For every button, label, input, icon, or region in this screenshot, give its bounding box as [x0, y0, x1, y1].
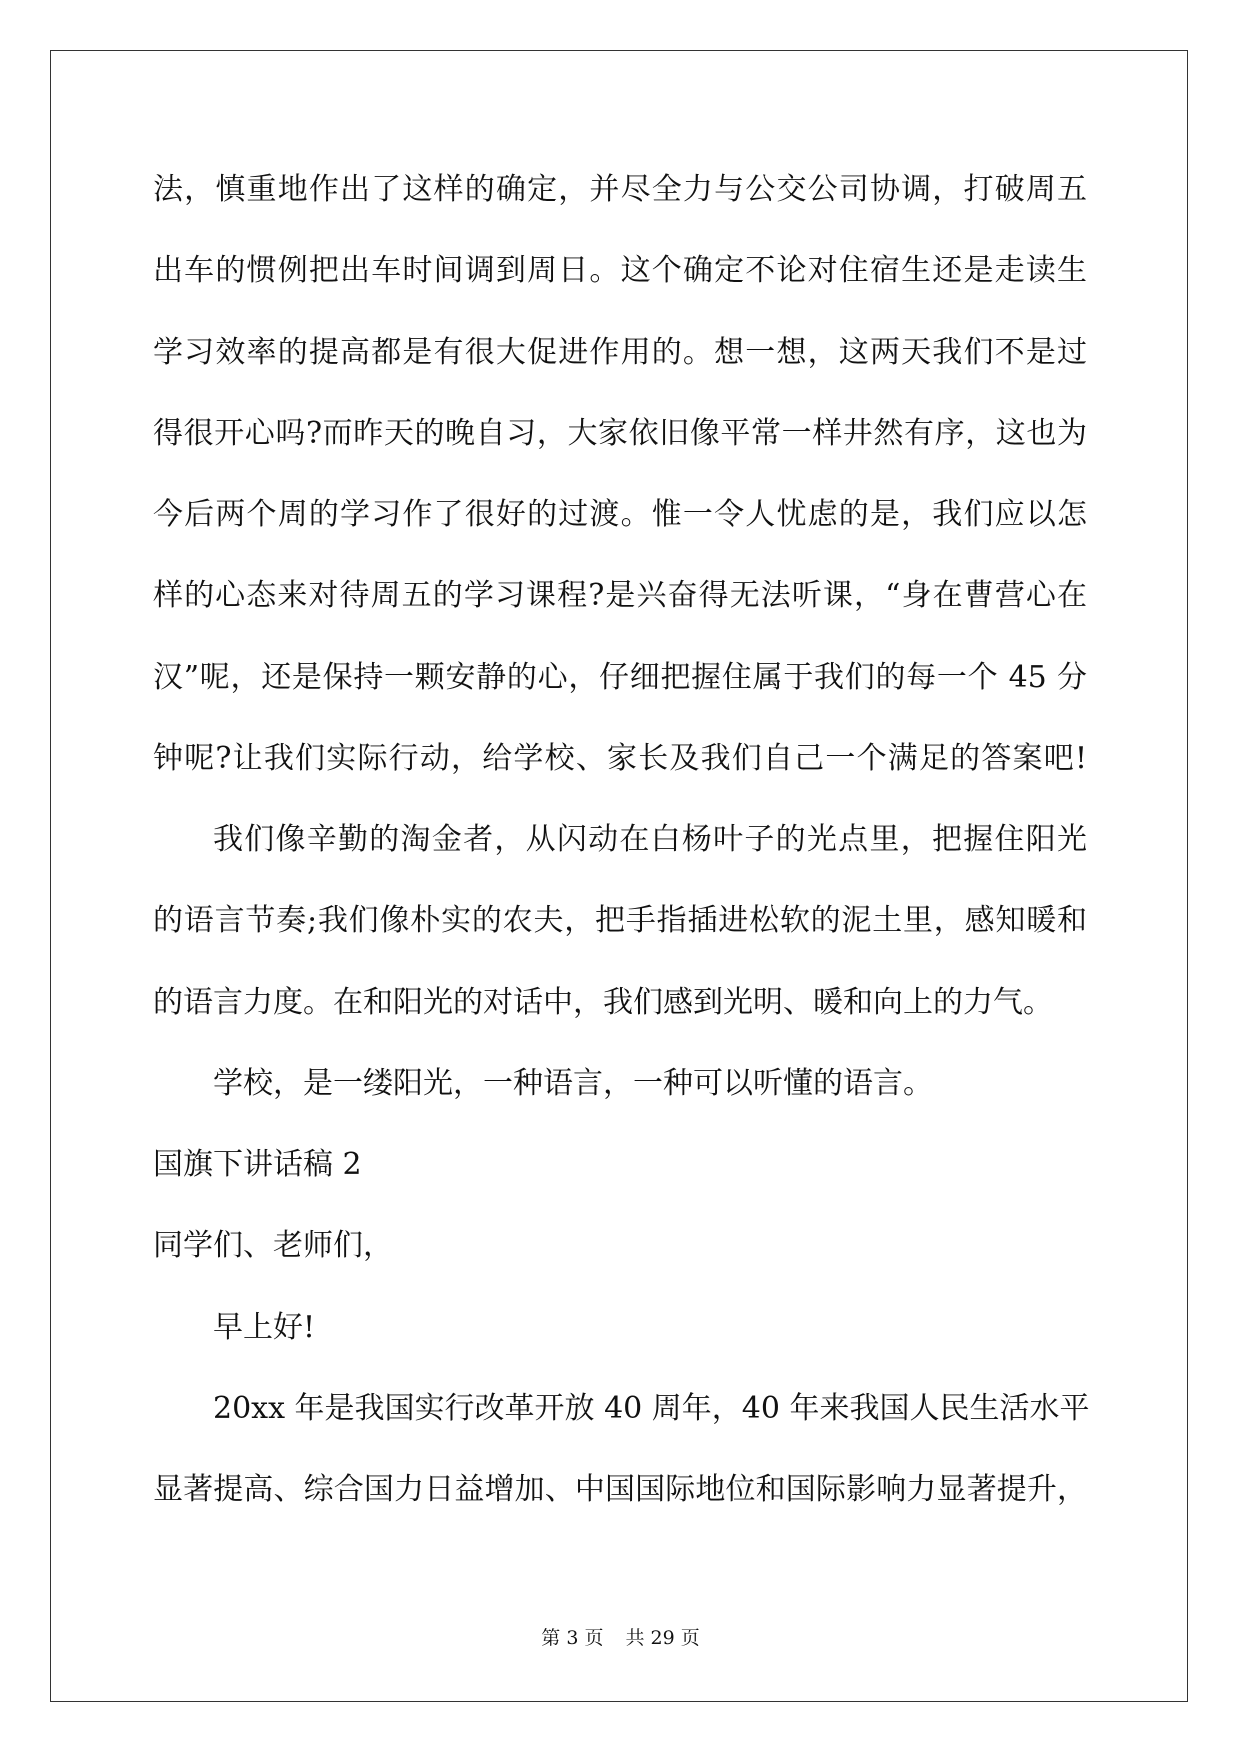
salutation: 同学们、老师们，	[153, 1228, 393, 1264]
body-text-line: 样的心态来对待周五的学习课程?是兴奋得无法听课，“身在曹营心在	[153, 578, 1087, 614]
current-page-number: 第 3 页	[541, 1627, 604, 1649]
body-text-line: 学校，是一缕阳光，一种语言，一种可以听懂的语言。	[213, 1065, 933, 1101]
body-text-line: 20xx 年是我国实行改革开放 40 周年，40 年来我国人民生活水平	[213, 1390, 1090, 1426]
body-text-line: 今后两个周的学习作了很好的过渡。惟一令人忧虑的是，我们应以怎	[153, 497, 1087, 532]
document-body	[153, 149, 1090, 1530]
total-page-count: 共 29 页	[625, 1627, 700, 1649]
greeting: 早上好!	[213, 1309, 316, 1345]
body-text-line: 汉”呢，还是保持一颗安静的心，仔细把握住属于我们的每一个 45 分	[153, 659, 1087, 695]
body-text-line: 法，慎重地作出了这样的确定，并尽全力与公交公司协调，打破周五	[153, 172, 1087, 207]
body-text-line: 出车的惯例把出车时间调到周日。这个确定不论对住宿生还是走读生	[153, 253, 1087, 289]
body-text-line: 的语言力度。在和阳光的对话中，我们感到光明、暖和向上的力气。	[153, 984, 1053, 1020]
body-text-line: 得很开心吗?而昨天的晚自习，大家依旧像平常一样井然有序，这也为	[153, 415, 1087, 451]
body-text-line: 的语言节奏;我们像朴实的农夫，把手指插进松软的泥土里，感知暖和	[153, 903, 1087, 939]
section-title: 国旗下讲话稿 2	[153, 1147, 362, 1182]
body-text-line: 我们像辛勤的淘金者，从闪动在白杨叶子的光点里，把握住阳光	[213, 822, 1087, 857]
body-text-line: 显著提高、综合国力日益增加、中国国际地位和国际影响力显著提升，	[153, 1472, 1087, 1507]
body-text-line: 钟呢?让我们实际行动，给学校、家长及我们自己一个满足的答案吧!	[153, 740, 1087, 776]
body-text-line: 学习效率的提高都是有很大促进作用的。想一想，这两天我们不是过	[153, 334, 1087, 370]
page-footer	[0, 1626, 1241, 1650]
